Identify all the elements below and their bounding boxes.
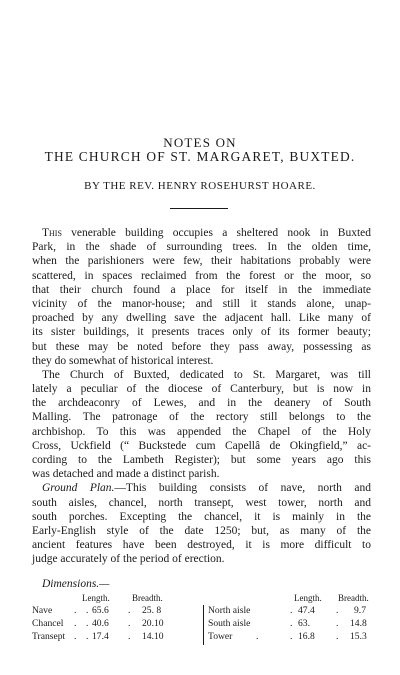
body-line: Cross, Uckfield (“ Buckstede cum Capellâ de Okingfield,” ac- bbox=[32, 439, 371, 452]
ground-plan-label: Ground Plan. bbox=[42, 482, 115, 495]
body-line: Early-English style of the date 1250; but, as many of the bbox=[32, 524, 371, 537]
length-value: 40.6 bbox=[92, 618, 109, 629]
length-value: 47.4 bbox=[298, 605, 315, 616]
body-line: archbishop. To this was appended the Chapel of the Holy bbox=[32, 425, 371, 438]
room-name: Nave bbox=[32, 605, 53, 616]
body-line: Ground Plan.—This building consists of nave, north and bbox=[42, 482, 371, 495]
room-name: South aisle bbox=[208, 618, 251, 629]
body-line: south porches. Excepting the chancel, it is mainly in the bbox=[32, 510, 371, 523]
body-line: they do somewhat of historical interest. bbox=[32, 354, 214, 367]
breadth-value: 15.3 bbox=[350, 631, 367, 642]
heading-notes-on: NOTES ON bbox=[163, 135, 237, 150]
breadth-value: 25. 8 bbox=[142, 605, 162, 616]
body-line: that their church found a place for itself in the immediate bbox=[32, 283, 371, 296]
body-line: south aisles, chancel, north transept, west tower, north and bbox=[32, 496, 371, 509]
body-line: was detached and made a distinct parish. bbox=[32, 468, 220, 481]
breadth-value: 9.7 bbox=[354, 605, 366, 616]
breadth-value: 20.10 bbox=[142, 618, 164, 629]
body-line: vicinity of the manor-house; and still it stands alone, unap- bbox=[32, 297, 371, 310]
body-line: This venerable building occupies a sheltered nook in Buxted bbox=[42, 227, 371, 239]
body-line: The Church of Buxted, dedicated to St. Margaret, was till bbox=[42, 368, 371, 381]
body-line: the archdeaconry of Lewes, and in the deanery of South bbox=[32, 397, 371, 410]
length-value: 63. bbox=[298, 618, 310, 629]
body-line: ancient features have been destroyed, it is more difficult to bbox=[32, 539, 371, 552]
body-line: Malling. The patronage of the rectory still belongs to the bbox=[32, 411, 371, 424]
body-line: lately a peculiar of the diocese of Canterbury, but is now in bbox=[32, 383, 371, 396]
length-value: 16.8 bbox=[298, 631, 315, 642]
table-row: Chancel . . 40.6 . 20.10 South aisle . 63. . 14.8 bbox=[32, 618, 367, 629]
table-divider bbox=[203, 605, 204, 645]
column-header-length: Length. bbox=[82, 593, 110, 603]
column-header-breadth: Breadth. bbox=[132, 593, 163, 603]
page-title: THE CHURCH OF ST. MARGARET, BUXTED. bbox=[44, 149, 356, 164]
room-name: Chancel bbox=[32, 618, 64, 629]
breadth-value: 14.10 bbox=[142, 631, 164, 642]
body-line: scattered, in spaces reclaimed from the forest or the moor, so bbox=[32, 269, 371, 282]
column-header-breadth: Breadth. bbox=[338, 593, 369, 603]
breadth-value: 14.8 bbox=[350, 618, 367, 629]
body-text bbox=[32, 226, 371, 567]
room-name: Transept bbox=[32, 631, 66, 642]
body-line: its sister buildings, it presents traces only of its former beauty; bbox=[32, 326, 371, 339]
author-byline: BY THE REV. HENRY ROSEHURST HOARE. bbox=[84, 180, 316, 192]
room-name: North aisle bbox=[208, 605, 251, 616]
length-value: 65.6 bbox=[92, 605, 109, 616]
column-header-length: Length. bbox=[294, 593, 322, 603]
body-line: when the parishioners were few, their habitations probably were bbox=[32, 255, 371, 268]
separator-rule bbox=[170, 208, 228, 209]
table-row: Transept . . 17.4 . 14.10 Tower . . 16.8 . 15.3 bbox=[32, 631, 367, 642]
body-line: but these may be noted before they pass away, possessing as bbox=[32, 340, 371, 353]
room-name: Tower bbox=[208, 631, 233, 642]
body-line: Park, in the shade of surrounding trees. In the olden time, bbox=[32, 241, 371, 254]
body-line: judge accurately of the period of erection. bbox=[32, 553, 225, 566]
length-value: 17.4 bbox=[92, 631, 109, 642]
body-line: proached by any dwelling save the adjacent hall. Like many of bbox=[32, 312, 371, 325]
drop-word: This bbox=[42, 227, 62, 239]
dimensions-heading: Dimensions.— bbox=[42, 578, 110, 590]
body-line: cording to the Lambeth Register); but some years ago this bbox=[32, 454, 371, 466]
table-row: Nave . . 65.6 . 25. 8 North aisle . 47.4 . 9.7 bbox=[32, 605, 366, 616]
